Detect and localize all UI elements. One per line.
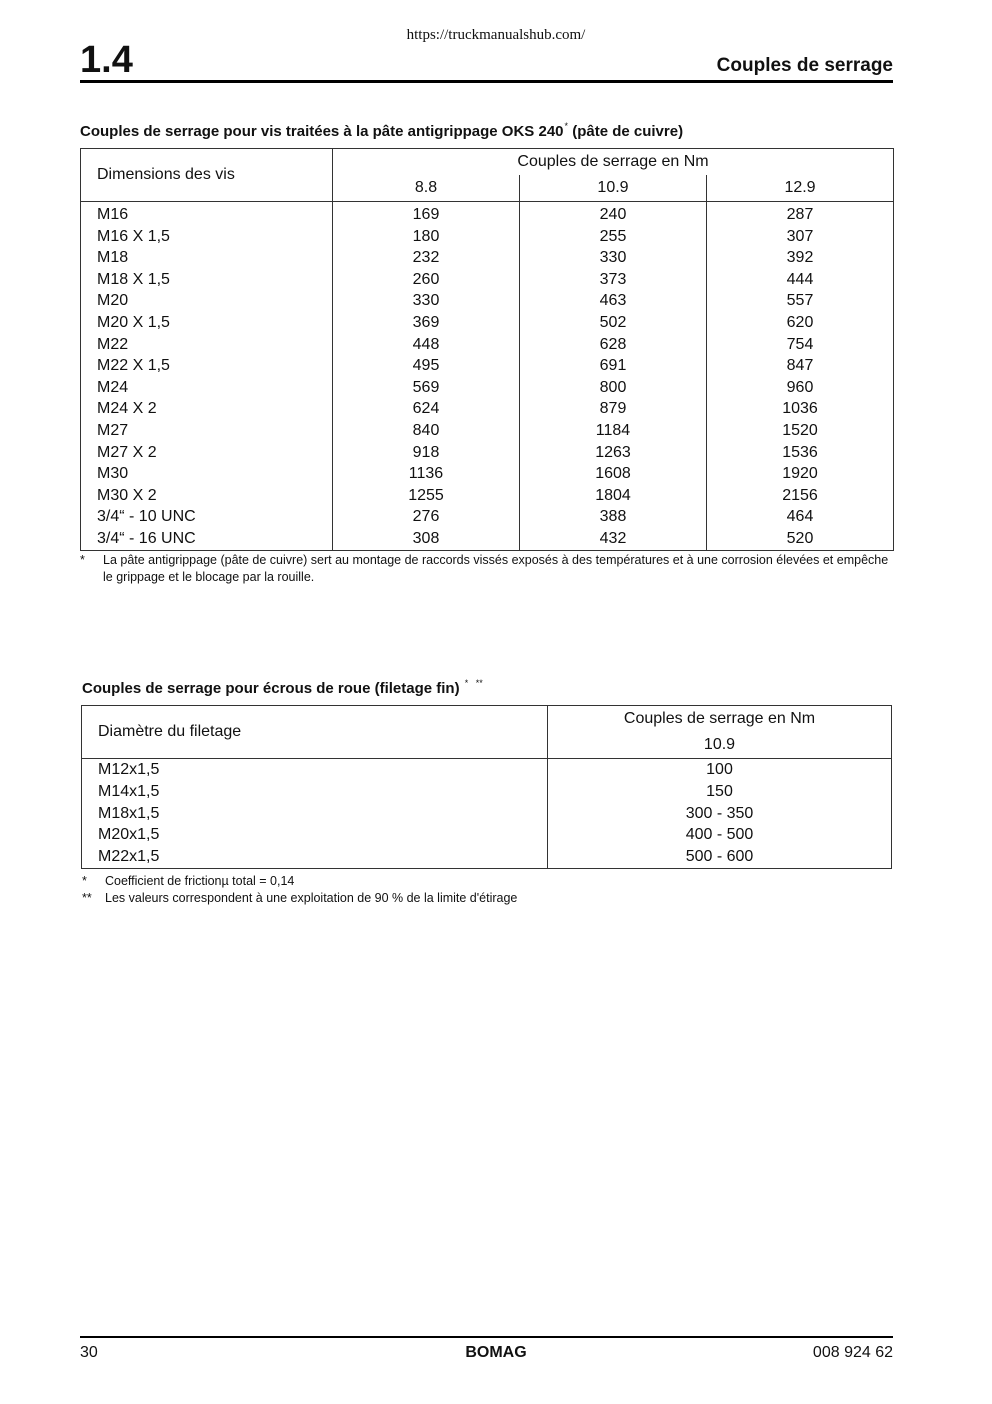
torque-value-cell: 464 — [786, 508, 814, 526]
torque-value-cell: 100 — [706, 761, 733, 778]
footnote-mark: ** — [82, 891, 92, 905]
screw-dimension-cell: M22 — [81, 334, 333, 356]
torque-value-cell: 388 — [520, 506, 707, 528]
screw-dimension-cell: M18 — [81, 247, 333, 269]
torque-value-cell: 255 — [520, 226, 707, 248]
table-row — [82, 781, 892, 803]
torque-value-cell: 1520 — [782, 421, 818, 439]
footnote-text: Coefficient de frictionµ total = 0,14 — [105, 874, 295, 888]
screw-dimension-cell: M16 X 1,5 — [81, 226, 333, 248]
table1-title-text: Couples de serrage pour vis traitées à la pâte antigrippage OKS 240 — [80, 123, 564, 140]
torque-value-cell: 1536 — [782, 443, 818, 461]
torque-value-cell: 502 — [520, 312, 707, 334]
table-row — [82, 759, 892, 781]
torque-value-cell: 1184 — [520, 420, 707, 442]
torque-value-cell: 448 — [333, 334, 520, 356]
screw-dimension-cell: M24 X 2 — [81, 398, 333, 420]
table1-header-grade: 8.8 — [333, 175, 520, 202]
torque-value-cell: 620 — [786, 313, 814, 331]
table-row — [81, 334, 894, 356]
document-number: 008 924 62 — [812, 1344, 893, 1361]
table1-torque-screws — [80, 148, 894, 551]
torque-value-cell: 557 — [786, 292, 814, 310]
torque-value-cell: 307 — [786, 227, 814, 245]
screw-dimension-cell: M27 — [81, 420, 333, 442]
screw-dimension-cell: M18 X 1,5 — [81, 269, 333, 291]
torque-value-cell: 1136 — [333, 463, 520, 485]
torque-value-cell: 691 — [520, 355, 707, 377]
screw-dimension-cell: 3/4“ - 16 UNC — [81, 528, 333, 550]
torque-value-cell: 463 — [520, 290, 707, 312]
torque-value-cell: 2156 — [782, 486, 818, 504]
table2-body — [82, 759, 892, 869]
footnote-mark: * — [82, 874, 87, 888]
table-row — [81, 290, 894, 312]
table2-torque-wheel-nuts — [81, 705, 892, 869]
table1-header-group: Couples de serrage en Nm — [517, 153, 709, 170]
screw-dimension-cell: M24 — [81, 377, 333, 399]
table2-title-footnote-marks: * ** — [464, 678, 483, 688]
table2-footnote-2 — [82, 890, 782, 907]
torque-value-cell: 150 — [706, 782, 733, 800]
torque-value-cell: 1804 — [520, 485, 707, 507]
torque-value-cell: 240 — [520, 202, 707, 226]
table-row — [81, 377, 894, 399]
table-row — [81, 247, 894, 269]
section-title: Couples de serrage — [716, 55, 893, 76]
table2-footnote-1 — [82, 873, 782, 890]
screw-dimension-cell: M30 — [81, 463, 333, 485]
torque-value-cell: 1608 — [520, 463, 707, 485]
table-row — [81, 506, 894, 528]
table-row — [81, 485, 894, 507]
table-row — [81, 226, 894, 248]
torque-value-cell: 432 — [520, 528, 707, 550]
torque-value-cell: 1263 — [520, 442, 707, 464]
brand-name: BOMAG — [465, 1344, 527, 1361]
torque-value-cell: 300 - 350 — [685, 804, 754, 822]
torque-value-cell: 500 - 600 — [685, 848, 754, 866]
table1-title — [80, 117, 683, 142]
table1-header-grade: 10.9 — [520, 175, 707, 202]
thread-diameter-cell: M12x1,5 — [82, 759, 548, 781]
torque-value-cell: 800 — [520, 377, 707, 399]
screw-dimension-cell: M20 — [81, 290, 333, 312]
torque-value-cell: 330 — [520, 247, 707, 269]
footnote-text: La pâte antigrippage (pâte de cuivre) sert au montage de raccords vissés exposés à des températures et à une corrosion élevées et empêche le grippage et le blocage par la rouille. — [103, 553, 889, 584]
screw-dimension-cell: M20 X 1,5 — [81, 312, 333, 334]
table2-header-grade: 10.9 — [548, 732, 892, 759]
screw-dimension-cell: 3/4“ - 10 UNC — [81, 506, 333, 528]
table2-title-text: Couples de serrage pour écrous de roue (filetage fin) — [82, 680, 460, 697]
thread-diameter-cell: M22x1,5 — [82, 846, 548, 868]
table1-body — [81, 202, 894, 551]
table-row — [81, 398, 894, 420]
thread-diameter-cell: M18x1,5 — [82, 803, 548, 825]
table2-header-group: Couples de serrage en Nm — [623, 710, 816, 727]
torque-value-cell: 847 — [786, 357, 814, 375]
table1-footnote — [80, 552, 892, 586]
table-row — [81, 528, 894, 550]
torque-value-cell: 1255 — [333, 485, 520, 507]
header-rule — [80, 80, 893, 83]
torque-value-cell: 400 - 500 — [685, 826, 754, 844]
table-row — [82, 803, 892, 825]
footer-rule — [80, 1336, 893, 1338]
table1-header-grade: 12.9 — [707, 175, 894, 202]
page-number: 30 — [80, 1344, 98, 1361]
torque-value-cell: 287 — [786, 206, 814, 223]
table-row — [81, 202, 894, 226]
torque-value-cell: 260 — [333, 269, 520, 291]
table-row — [81, 355, 894, 377]
table-row — [81, 442, 894, 464]
torque-value-cell: 960 — [786, 378, 814, 396]
screw-dimension-cell: M30 X 2 — [81, 485, 333, 507]
table-row — [81, 463, 894, 485]
torque-value-cell: 879 — [520, 398, 707, 420]
table2-title — [82, 674, 483, 699]
section-number: 1.4 — [80, 39, 133, 81]
table-row — [81, 312, 894, 334]
torque-value-cell: 520 — [786, 529, 814, 547]
footnote-mark: * — [80, 553, 85, 567]
thread-diameter-cell: M20x1,5 — [82, 824, 548, 846]
source-url: https://truckmanualshub.com/ — [406, 27, 586, 43]
torque-value-cell: 392 — [786, 249, 814, 267]
screw-dimension-cell: M27 X 2 — [81, 442, 333, 464]
torque-value-cell: 169 — [333, 202, 520, 226]
table1-title-suffix: (pâte de cuivre) — [568, 123, 684, 140]
torque-value-cell: 444 — [786, 270, 814, 288]
torque-value-cell: 569 — [333, 377, 520, 399]
table-row — [81, 269, 894, 291]
thread-diameter-cell: M14x1,5 — [82, 781, 548, 803]
table-row — [81, 420, 894, 442]
torque-value-cell: 308 — [333, 528, 520, 550]
torque-value-cell: 754 — [786, 335, 814, 353]
screw-dimension-cell: M16 — [81, 202, 333, 226]
table1-header-dimensions: Dimensions des vis — [81, 149, 333, 202]
torque-value-cell: 369 — [333, 312, 520, 334]
torque-value-cell: 1036 — [782, 400, 818, 418]
torque-value-cell: 180 — [333, 226, 520, 248]
torque-value-cell: 495 — [333, 355, 520, 377]
table1-title-footnote-mark: * — [564, 121, 569, 131]
screw-dimension-cell: M22 X 1,5 — [81, 355, 333, 377]
footnote-text: Les valeurs correspondent à une exploitation de 90 % de la limite d'étirage — [105, 891, 518, 905]
torque-value-cell: 276 — [333, 506, 520, 528]
table-row — [82, 846, 892, 868]
torque-value-cell: 624 — [333, 398, 520, 420]
torque-value-cell: 1920 — [782, 465, 818, 483]
torque-value-cell: 628 — [520, 334, 707, 356]
table-row — [82, 824, 892, 846]
torque-value-cell: 330 — [333, 290, 520, 312]
torque-value-cell: 232 — [333, 247, 520, 269]
torque-value-cell: 840 — [333, 420, 520, 442]
torque-value-cell: 918 — [333, 442, 520, 464]
torque-value-cell: 373 — [520, 269, 707, 291]
table2-header-diameter: Diamètre du filetage — [82, 706, 548, 759]
